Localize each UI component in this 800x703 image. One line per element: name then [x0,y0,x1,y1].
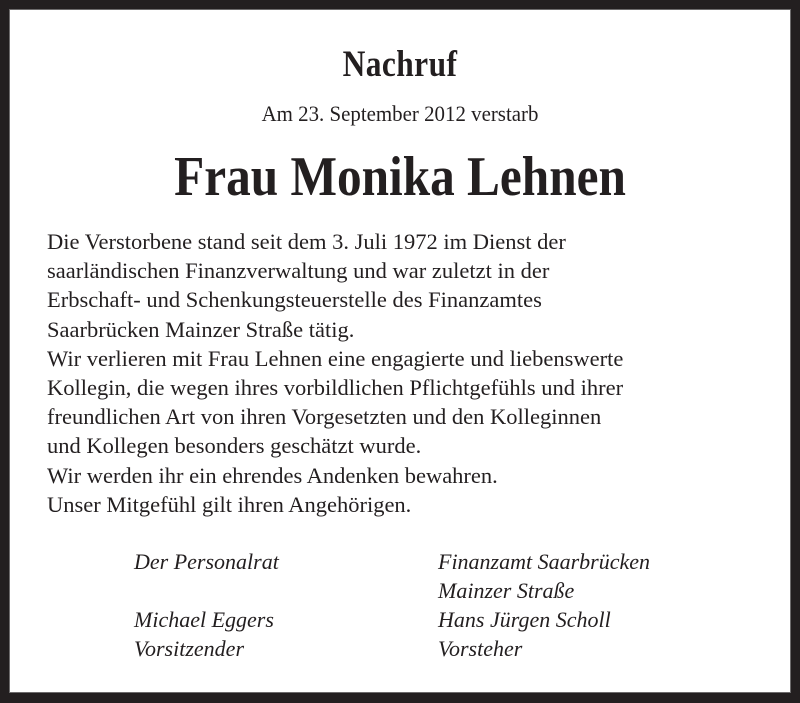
signature-personalrat [134,547,279,663]
body-line: Saarbrücken Mainzer Straße tätig. [47,316,355,342]
notice-body [47,227,767,519]
body-line: freundlichen Art von ihren Vorgesetzten und den Kolleginnen [47,404,602,430]
signature-person: Hans Jürgen Scholl [438,607,611,632]
body-line: Erbschaft- und Schenkungsteuerstelle des Finanzamtes [47,287,542,313]
body-line: Wir verlieren mit Frau Lehnen eine engagierte und liebenswerte [47,345,624,371]
obituary-notice [9,9,791,693]
body-line: Wir werden ihr ein ehrendes Andenken bewahren. [47,462,498,488]
signature-organization-line2: Mainzer Straße [438,578,575,603]
signature-role: Vorsitzender [134,636,244,661]
notice-subtitle: Am 23. September 2012 verstarb [261,101,539,126]
signature-organization: Der Personalrat [134,549,279,574]
deceased-name: Frau Monika Lehnen [174,146,626,208]
body-line: Unser Mitgefühl gilt ihren Angehörigen. [47,491,412,517]
signature-finanzamt [438,547,650,663]
notice-title: Nachruf [342,44,458,85]
body-line: Kollegin, die wegen ihres vorbildlichen Pflichtgefühls und ihrer [47,375,624,401]
body-line: saarländischen Finanzverwaltung und war zuletzt in der [47,258,550,284]
signature-organization: Finanzamt Saarbrücken [438,549,651,574]
signature-person: Michael Eggers [134,607,274,632]
body-line: Die Verstorbene stand seit dem 3. Juli 1972 im Dienst der [47,229,566,254]
body-line: und Kollegen besonders geschätzt wurde. [47,433,422,459]
spacer [134,576,279,605]
signature-role: Vorsteher [438,636,523,661]
